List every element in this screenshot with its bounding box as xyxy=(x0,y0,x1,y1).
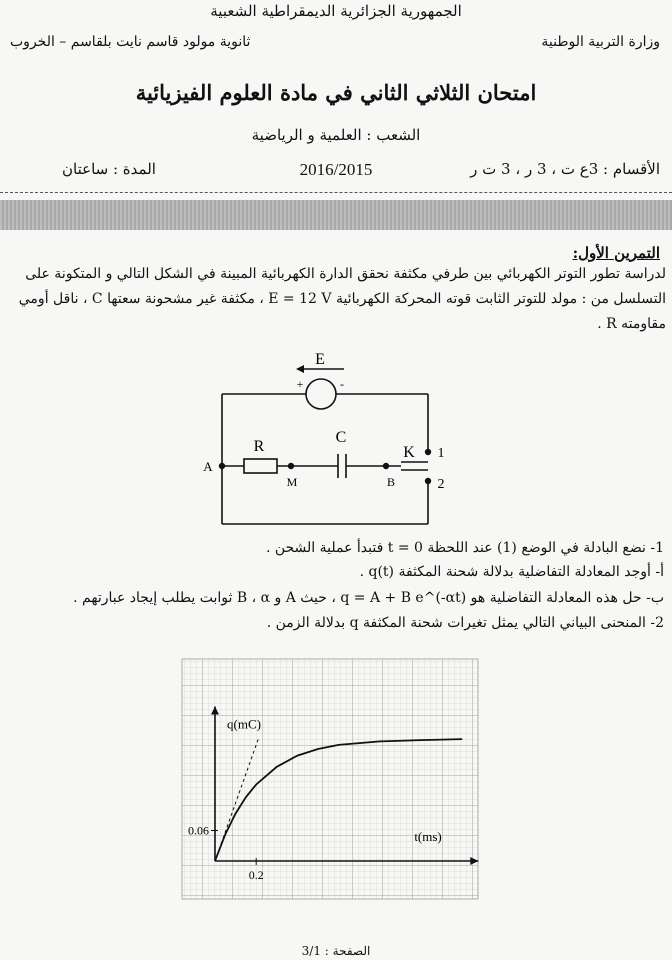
graph-grid xyxy=(182,659,478,899)
exercise-title: التمرين الأول: xyxy=(572,244,660,262)
label-K: K xyxy=(403,444,415,461)
intro-line-1: لدراسة تطور التوتر الكهربائي بين طرفي مكثفة نحقق الدارة الكهربائية المبينة في الشكل التالي و المتكونة على xyxy=(25,266,666,282)
label-A: A xyxy=(203,459,213,474)
x-axis-label: t(ms) xyxy=(414,829,442,844)
emf-arrow-icon xyxy=(296,365,304,373)
label-position-2: 2 xyxy=(437,477,445,492)
ministry-label: وزارة التربية الوطنية xyxy=(541,34,660,50)
exam-title: امتحان الثلاثي الثاني في مادة العلوم الفيزيائية xyxy=(135,80,537,105)
y-axis-label: q(mC) xyxy=(227,716,261,732)
label-minus: - xyxy=(340,377,344,391)
generator-symbol xyxy=(306,379,336,409)
classes-label: الأقسام : 3ع ت ، 3 ر ، 3 ت ر xyxy=(470,160,660,178)
header-divider xyxy=(0,192,672,193)
label-B: B xyxy=(386,475,396,489)
intro-line-2: التسلسل من : مولد للتوتر الثابت قوته المحركة الكهربائية E = 12 V ، مكثفة غير مشحونة سعتها C ، ناقل أومي xyxy=(18,291,666,307)
y-tick-label: 0.06 xyxy=(188,823,209,838)
question-2: 2- المنحنى البياني التالي يمثل تغيرات شحنة المكثفة q بدلالة الزمن . xyxy=(266,615,664,631)
question-1: 1- نضع البادلة في الوضع (1) عند اللحظة t = 0 فتبدأ عملية الشحن . xyxy=(265,540,664,556)
page-number: الصفحة : 3/1 xyxy=(301,944,371,958)
label-E: E xyxy=(315,351,325,368)
republic-header: الجمهورية الجزائرية الديمقراطية الشعبية xyxy=(210,2,462,20)
intro-line-3: مقاومته R . xyxy=(597,316,666,332)
label-M: M xyxy=(286,475,298,489)
rc-circuit-diagram xyxy=(196,316,456,538)
label-C: C xyxy=(335,429,347,446)
duration-label: المدة : ساعتان xyxy=(62,160,156,178)
label-R: R xyxy=(253,438,265,455)
label-position-1: 1 xyxy=(437,446,445,461)
gray-band xyxy=(0,200,672,230)
label-plus: + xyxy=(296,377,304,391)
x-tick-label: 0.2 xyxy=(248,868,264,882)
charge-graph xyxy=(172,655,484,905)
school-year: 2016/2015 xyxy=(299,160,373,179)
stream-label: الشعب : العلمية و الرياضية xyxy=(251,126,421,144)
resistor-symbol xyxy=(244,459,277,473)
school-name: ثانوية مولود قاسم نايت بلقاسم – الخروب xyxy=(10,34,251,50)
question-1a: أ- أوجد المعادلة التفاضلية بدلالة شحنة المكثفة q(t) . xyxy=(359,564,664,580)
question-1b: ب- حل هذه المعادلة التفاضلية هو q = A + B e^(-αt) ، حيث A و B ، α ثوابت يطلب إيجاد عبارتهم . xyxy=(73,590,664,606)
